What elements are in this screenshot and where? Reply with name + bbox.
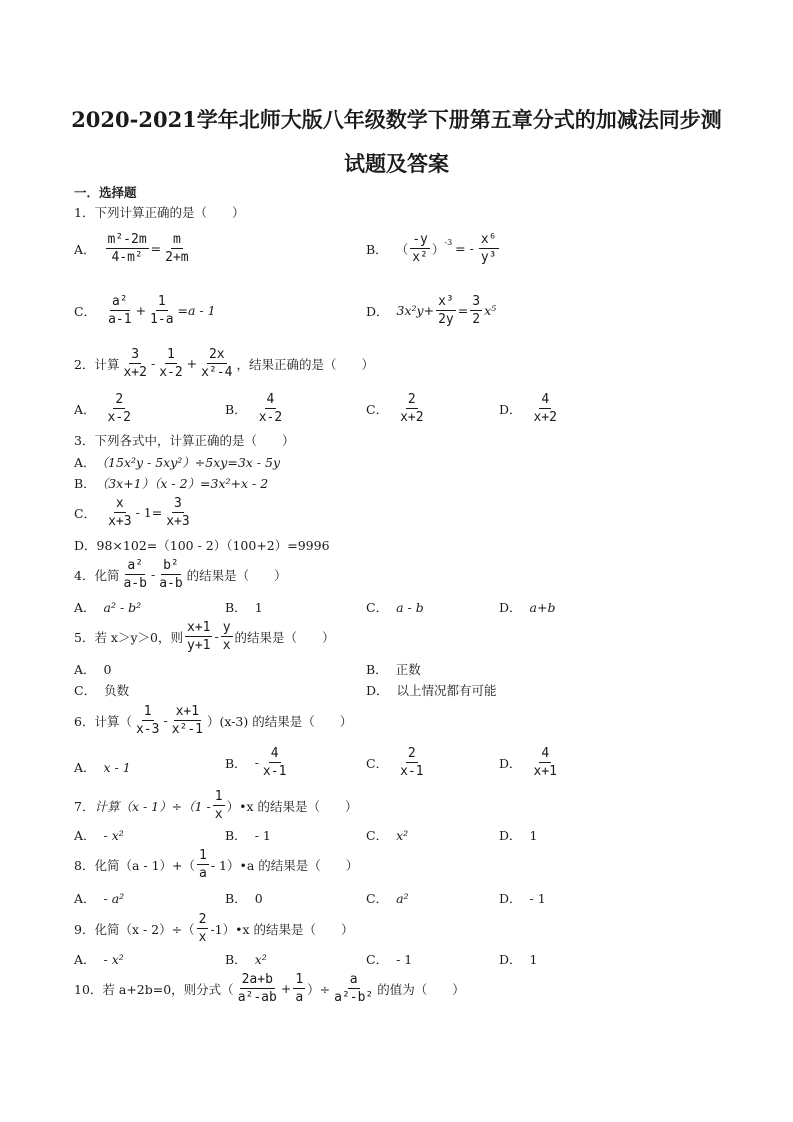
numerator: x+1 [187, 620, 211, 635]
section-heading: 一．选择题 [74, 185, 137, 200]
option-label: B． [225, 828, 247, 843]
option-label: B． [225, 600, 247, 615]
question-text: 的结果是（ ） [186, 567, 287, 583]
equals: = [457, 303, 469, 318]
fraction [293, 972, 305, 1005]
q1-option-c [74, 294, 216, 327]
question-number: 6． [74, 713, 95, 729]
q5-option-a [74, 660, 111, 678]
option-label: A． [74, 401, 96, 417]
q6-option-c [366, 746, 428, 779]
denominator: x² [412, 250, 428, 265]
numerator: m²-2m [107, 232, 147, 247]
option-label: A． [74, 241, 96, 257]
q3-option-c [74, 496, 194, 529]
numerator: 4 [541, 392, 550, 407]
option-label: A． [74, 828, 96, 843]
fraction [221, 620, 233, 653]
option-label: D． [499, 401, 522, 417]
denominator: 2+m [165, 250, 189, 265]
rhs: x⁵ [484, 303, 497, 318]
option-label: D． [499, 952, 522, 967]
fraction [261, 746, 288, 779]
fraction [257, 392, 284, 425]
q1-option-d [366, 294, 496, 327]
fraction [106, 232, 149, 265]
option-label: B． [225, 891, 247, 906]
numerator: 3 [174, 496, 182, 511]
operator: + [186, 356, 198, 371]
numerator: b² [163, 558, 179, 573]
option-label: C． [366, 600, 389, 615]
q8-option-d [499, 889, 546, 907]
q2-option-b [225, 392, 286, 425]
option-text: （3x+1）（x - 2）=3x²+x - 2 [95, 476, 269, 491]
fraction [436, 294, 456, 327]
numerator: 3 [131, 347, 140, 362]
q7-option-d [499, 826, 537, 844]
paren: （ [395, 241, 409, 257]
q8-option-b [225, 889, 263, 907]
fraction [157, 558, 184, 591]
fraction [532, 392, 559, 425]
option-label: C． [74, 683, 97, 698]
lhs: 3x²y+ [396, 303, 435, 318]
denominator: a [295, 990, 304, 1005]
numerator: a [349, 972, 358, 987]
fraction [410, 232, 430, 265]
q1-option-a [74, 232, 193, 265]
numerator: 2 [407, 746, 416, 761]
denominator: x²-1 [171, 722, 203, 737]
q1-option-b [366, 232, 501, 265]
numerator: 4 [266, 392, 275, 407]
question-text: 若 a+2b=0，则分式（ [102, 981, 234, 997]
fraction [163, 232, 190, 265]
option-text: - 1 [396, 951, 413, 967]
question-text: 若 x＞y＞0，则 [94, 629, 183, 645]
option-text: 1 [529, 827, 538, 843]
question-2-stem [74, 347, 374, 380]
question-text: 的值为（ ） [377, 981, 465, 997]
option-label: D． [366, 303, 389, 319]
q2-option-d [499, 392, 561, 425]
option-text: - a² [103, 890, 125, 906]
paren: ） [431, 241, 445, 257]
fraction [106, 496, 133, 529]
option-label: B． [225, 755, 247, 771]
numerator: 1 [295, 972, 304, 987]
operator: - [150, 356, 156, 371]
option-label: B． [366, 662, 388, 677]
denominator: x-1 [400, 764, 424, 779]
numerator: 1 [214, 789, 223, 804]
numerator: 2x [208, 347, 225, 362]
fraction [185, 620, 212, 653]
numerator: 4 [541, 746, 550, 761]
document-title-line-1: 2020-2021学年北师大版八年级数学下册第五章分式的加减法同步测 [71, 107, 722, 132]
option-text: 负数 [104, 683, 130, 698]
q5-option-d [366, 681, 497, 699]
option-label: C． [366, 828, 389, 843]
numerator: x³ [438, 294, 454, 309]
q4-option-c [366, 598, 424, 616]
fraction [199, 347, 234, 380]
denominator: a²-b² [334, 990, 374, 1005]
option-label: A． [74, 891, 96, 906]
denominator: a-b [159, 576, 183, 591]
option-label: C． [74, 303, 97, 319]
numerator: 2a+b [241, 972, 273, 987]
denominator: 2y [438, 312, 454, 327]
operator: ）÷ [307, 981, 331, 997]
numerator: 2 [198, 912, 207, 927]
question-text: 下列计算正确的是（ ） [94, 205, 245, 220]
fraction [121, 558, 148, 591]
numerator: x [115, 496, 124, 511]
question-8-stem [74, 848, 358, 881]
option-label: A． [74, 455, 96, 470]
denominator: 4-m² [111, 250, 143, 265]
denominator: x+3 [166, 514, 190, 529]
minus-sign: - [254, 755, 259, 770]
denominator: y³ [480, 250, 497, 265]
denominator: x-2 [258, 410, 283, 425]
option-text: 正数 [395, 662, 421, 677]
option-label: B． [366, 241, 388, 257]
fraction [106, 294, 133, 327]
denominator: 2 [472, 312, 481, 327]
option-text: 0 [254, 890, 263, 906]
denominator: a²-ab [237, 990, 277, 1005]
plus: + [135, 303, 147, 318]
question-text: 化简 [94, 567, 120, 583]
document-title-line-2: 试题及答案 [344, 151, 449, 176]
q9-option-c [366, 950, 412, 968]
denominator: y+1 [187, 638, 211, 653]
fraction [148, 294, 175, 327]
numerator: 2 [115, 392, 124, 407]
fraction [197, 848, 209, 881]
q8-option-a [74, 889, 124, 907]
fraction [164, 496, 191, 529]
option-text: a² - b² [103, 599, 142, 615]
option-text: x - 1 [103, 759, 131, 775]
question-number: 8． [74, 857, 95, 873]
denominator: x-2 [159, 365, 183, 380]
q6-option-a [74, 758, 131, 776]
denominator: x+2 [123, 365, 147, 380]
question-4-stem [74, 558, 287, 591]
fraction [197, 912, 209, 945]
fraction [532, 746, 559, 779]
q9-option-a [74, 950, 124, 968]
question-number: 7． [74, 798, 95, 814]
question-text: 计算（ [94, 713, 132, 729]
question-5-stem [74, 620, 335, 653]
question-3-stem [74, 431, 294, 449]
option-text: - x² [103, 827, 124, 843]
option-text: - x² [103, 951, 124, 967]
q2-option-a [74, 392, 135, 425]
option-text: - 1 [529, 890, 546, 906]
denominator: x [214, 807, 223, 822]
numerator: 3 [472, 294, 481, 309]
question-number: 9． [74, 921, 95, 937]
option-label: B． [225, 401, 247, 417]
numerator: y [222, 620, 231, 635]
question-text: 下列各式中，计算正确的是（ ） [94, 433, 295, 448]
q4-option-d [499, 598, 555, 616]
option-label: A． [74, 600, 96, 615]
option-label: D． [366, 683, 389, 698]
numerator: x⁶ [480, 232, 497, 247]
numerator: 1 [199, 848, 207, 863]
option-label: C． [366, 891, 389, 906]
q7-option-c [366, 826, 408, 844]
fraction [398, 392, 425, 425]
option-text: a - b [396, 599, 424, 615]
fraction [213, 789, 225, 822]
numerator: -y [412, 232, 428, 247]
denominator: x+2 [533, 410, 558, 425]
option-label: C． [366, 401, 389, 417]
question-text: -1）•x 的结果是（ ） [210, 921, 354, 937]
question-number: 5． [74, 629, 95, 645]
option-text: x² [396, 827, 409, 843]
option-label: D． [499, 828, 522, 843]
q3-option-d [74, 536, 330, 554]
q4-option-b [225, 598, 263, 616]
option-label: B． [225, 952, 247, 967]
numerator: a² [111, 294, 128, 309]
option-label: D． [499, 755, 522, 771]
q6-option-b [225, 746, 290, 779]
fraction [170, 704, 205, 737]
fraction [236, 972, 279, 1005]
option-text: - 1 [254, 827, 271, 843]
q3-option-b [74, 474, 268, 492]
question-number: 3． [74, 433, 95, 448]
question-text: 的结果是（ ） [234, 629, 335, 645]
equals: = - [455, 241, 474, 256]
option-label: B． [74, 476, 96, 491]
question-9-stem [74, 912, 354, 945]
question-number: 10． [74, 981, 103, 997]
option-label: D． [499, 600, 522, 615]
denominator: x+1 [533, 764, 558, 779]
question-1-stem [74, 203, 244, 221]
option-label: D． [499, 891, 522, 906]
q7-option-b [225, 826, 271, 844]
fraction [479, 232, 499, 265]
q4-option-a [74, 598, 141, 616]
fraction [332, 972, 375, 1005]
numerator: a² [127, 558, 144, 573]
option-text: x² [254, 951, 267, 967]
option-text: 0 [103, 661, 112, 677]
q9-option-d [499, 950, 537, 968]
q3-option-a [74, 453, 280, 471]
option-label: C． [366, 755, 389, 771]
exponent: -3 [444, 238, 453, 247]
operator: - [150, 567, 156, 582]
question-text: - 1）•a 的结果是（ ） [210, 857, 359, 873]
q5-option-c [74, 681, 129, 699]
q7-option-a [74, 826, 124, 844]
option-label: A． [74, 662, 96, 677]
question-text: ）(x-3) 的结果是（ ） [207, 713, 353, 729]
option-label: C． [366, 952, 389, 967]
denominator: x²-4 [201, 365, 233, 380]
q9-option-b [225, 950, 267, 968]
fraction [134, 704, 161, 737]
question-number: 4． [74, 567, 95, 583]
option-text: a² [396, 890, 409, 906]
question-7-stem [74, 789, 357, 822]
denominator: x [222, 638, 231, 653]
question-text: 化简（x - 2）÷（ [94, 921, 195, 937]
operator: - 1= [135, 505, 163, 520]
operator: + [280, 981, 292, 996]
denominator: x [198, 930, 207, 945]
option-text: 以上情况都有可能 [396, 683, 497, 698]
denominator: x-3 [135, 722, 160, 737]
numerator: 1 [157, 294, 166, 309]
option-text: 98×102=（100 - 2）（100+2）=9996 [96, 538, 330, 553]
numerator: 2 [407, 392, 416, 407]
denominator: 1-a [150, 312, 174, 327]
rhs: =a - 1 [177, 303, 216, 318]
q8-option-c [366, 889, 409, 907]
option-text: a+b [529, 599, 556, 615]
question-text: ）•x 的结果是（ ） [226, 798, 358, 814]
denominator: a-b [123, 576, 147, 591]
question-number: 2． [74, 356, 95, 372]
fraction [157, 347, 184, 380]
numerator: x+1 [175, 704, 200, 719]
question-text: 化简（a - 1）+（ [94, 857, 196, 873]
option-label: A． [74, 760, 96, 775]
denominator: a-1 [108, 312, 132, 327]
question-number: 1． [74, 205, 95, 220]
question-text: ，结果正确的是（ ） [236, 356, 374, 372]
option-label: C． [74, 505, 97, 521]
operator: - [214, 629, 219, 644]
denominator: x+3 [108, 514, 132, 529]
fraction [398, 746, 425, 779]
numerator: 4 [270, 746, 279, 761]
numerator: 1 [167, 347, 175, 362]
operator: - [163, 713, 168, 728]
option-text: 1 [529, 951, 538, 967]
numerator: m [172, 232, 181, 247]
numerator: 1 [143, 704, 152, 719]
question-10-stem [74, 972, 465, 1005]
question-text: 计算 [94, 356, 120, 372]
q6-option-d [499, 746, 561, 779]
option-label: D． [74, 538, 97, 553]
q5-option-b [366, 660, 421, 678]
question-text: 计算（x - 1）÷（1 - [94, 798, 211, 814]
denominator: x-1 [262, 764, 287, 779]
option-label: A． [74, 952, 96, 967]
option-text: （15x²y - 5xy²）÷5xy=3x - 5y [95, 455, 281, 470]
denominator: a [199, 866, 207, 881]
question-6-stem [74, 704, 352, 737]
denominator: x+2 [400, 410, 424, 425]
fraction [470, 294, 482, 327]
fraction [121, 347, 148, 380]
q2-option-c [366, 392, 428, 425]
denominator: x-2 [107, 410, 132, 425]
equals: = [150, 241, 162, 256]
option-text: 1 [254, 599, 263, 615]
fraction [106, 392, 133, 425]
